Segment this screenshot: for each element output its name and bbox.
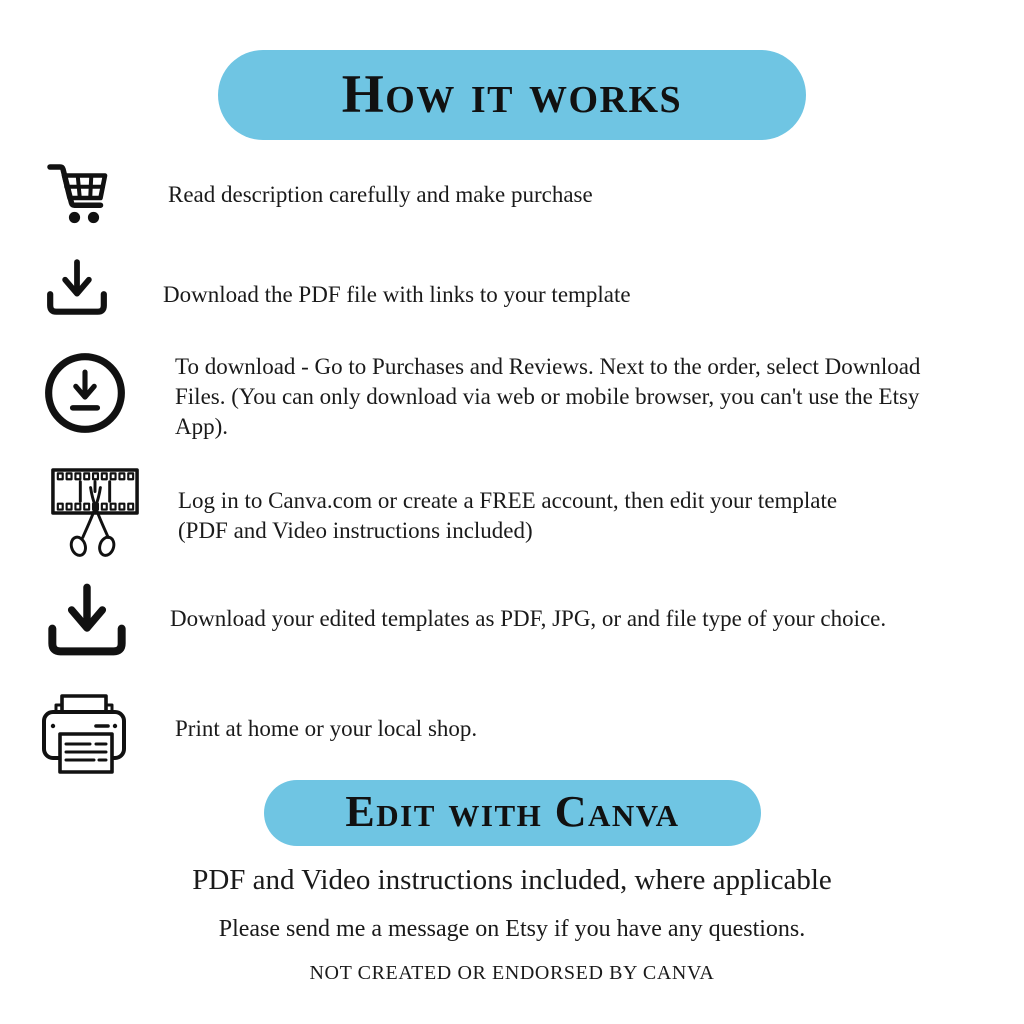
footer-instructions-note: PDF and Video instructions included, where applicable [192,864,832,896]
step-text-4: Log in to Canva.com or create a FREE account, then edit your template (PDF and Video instructions included) [178,488,838,543]
download-tray-icon [44,258,110,320]
footer-contact-note: Please send me a message on Etsy if you have any questions. [218,916,806,942]
shopping-cart-icon [42,158,114,228]
how-it-works-title: How it works [341,64,683,124]
edit-with-canva-title: Edit with Canva [345,787,680,836]
step-text-5: Download your edited templates as PDF, JPG, or and file type of your choice. [170,606,887,631]
printer-icon [36,692,132,776]
step-text-1: Read description carefully and make purchase [168,182,593,207]
download-tray-icon [40,582,134,662]
step-text-2: Download the PDF file with links to your template [163,282,631,307]
footer-disclaimer: NOT CREATED OR ENDORSED BY CANVA [309,962,715,984]
how-it-works-banner [218,50,806,140]
edit-with-canva-banner [264,780,761,846]
step-text-6: Print at home or your local shop. [175,716,478,741]
film-scissors-icon [50,464,140,562]
download-circle-icon [42,350,128,436]
step-text-3: To download - Go to Purchases and Reviews. Next to the order, select Download Files. (You can only download via web or mobile browser, you can't use the Etsy App). [175,354,921,439]
